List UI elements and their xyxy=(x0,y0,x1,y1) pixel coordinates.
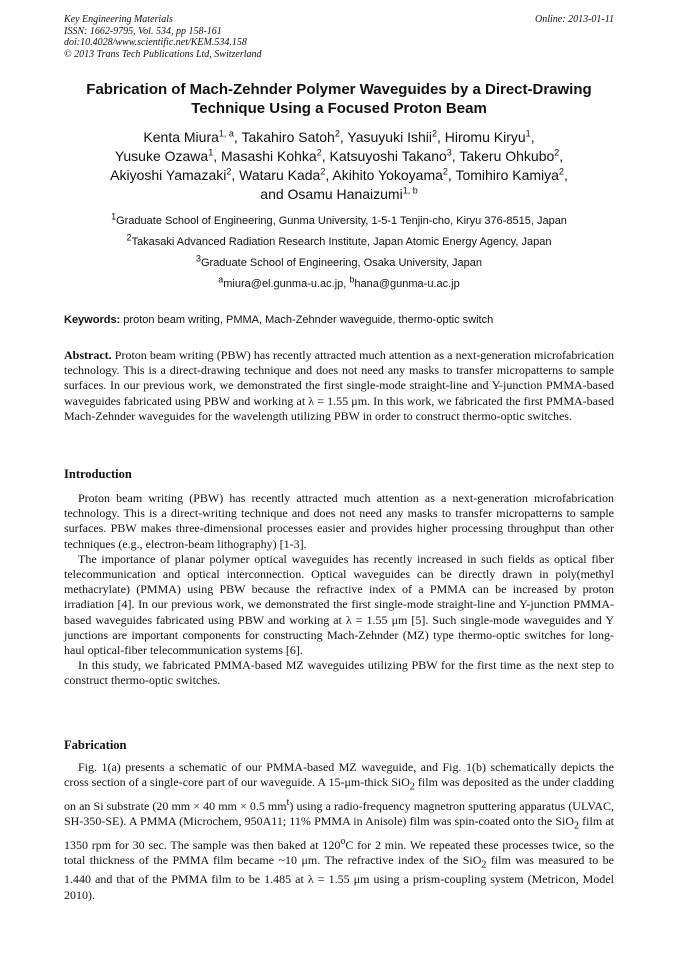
keywords-label: Keywords: xyxy=(64,314,121,326)
author-name: Akiyoshi Yamazaki xyxy=(110,167,227,183)
author-name: Hiromu Kiryu xyxy=(444,129,526,145)
author-list xyxy=(50,128,628,204)
keywords-text: proton beam writing, PMMA, Mach-Zehnder waveguide, thermo-optic switch xyxy=(120,314,494,326)
author-line: Yusuke Ozawa$^1$, Masashi Kohka$^2$, Katsuyoshi Takano$^3$, Takeru Ohkubo$^2$, xyxy=(114,147,564,164)
email-b: hana@gunma-u.ac.jp xyxy=(354,278,460,290)
fabrication-heading: Fabrication xyxy=(64,738,127,752)
fabrication-body xyxy=(64,760,614,903)
author-name: Takahiro Satoh xyxy=(241,129,335,145)
author-name: Wataru Kada xyxy=(239,167,321,183)
email-a: miura@el.gunma-u.ac.jp, xyxy=(223,278,350,290)
journal-header xyxy=(64,14,262,60)
introduction-heading: Introduction xyxy=(64,467,132,481)
author-line: Akiyoshi Yamazaki$^2$, Wataru Kada$^2$, Akihito Yokoyama$^2$, Tomihiro Kamiya$^2$, xyxy=(110,166,568,183)
online-date: Online: 2013-01-11 xyxy=(535,14,614,25)
author-name: Akihito Yokoyama xyxy=(332,167,443,183)
introduction-body xyxy=(64,491,614,689)
paragraph: Fig. 1(a) presents a schematic of our PMMA-based MZ waveguide, and Fig. 1(b) schematically depicts the cross section of a single-core part of our waveguide. A 15-μm-thick SiO$_2$ film was deposited as the under cladding on an Si substrate (20 mm × 40 mm × 0.5 $mm^t$) using a radio-frequency magnetron sputtering apparatus (ULVAC, SH-350-SE). A PMMA (Microchem, 950A11; 11% PMMA in Anisole) film was spin-coated onto the SiO$_2$ film at 1350 rpm for 30 sec. The sample was then baked at 120$^o$C for 2 min. We repeated these processes twice, so the total thickness of the PMMA film became ~10 μm. The refractive index of the SiO$_2$ film was measured to be 1.440 and that of the PMMA film to be 1.485 at λ = 1.55 μm using a prism-coupling system (Metricon, Model 2010). xyxy=(64,760,615,902)
journal-name: Key Engineering Materials xyxy=(64,14,173,25)
author-line: and Osamu Hanaizumi$^{1, b}$ xyxy=(260,185,418,202)
keywords xyxy=(64,313,614,327)
author-line: Kenta Miura$^{1, a}$, Takahiro Satoh$^2$, Yasuyuki Ishii$^2$, Hiromu Kiryu$^1$, xyxy=(143,128,535,145)
author-name: Yusuke Ozawa xyxy=(114,148,209,164)
author-name: Tomihiro Kamiya xyxy=(455,167,559,183)
paragraph: Proton beam writing (PBW) has recently attracted much attention as a next-generation microfabrication technology. This is a direct-writing technique and does not need any masks to transfer micropatterns to sample surfaces. PBW makes three-dimensional processes easier and provides higher processing throughput than other techniques (e.g., electron-beam lithography) [1-3]. xyxy=(64,491,614,551)
author-name: Takeru Ohkubo xyxy=(459,148,555,164)
email-line: $^a$miura@el.gunma-u.ac.jp, $^b$hana@gunma-u.ac.jp xyxy=(218,274,460,290)
affiliation: $^3$Graduate School of Engineering, Osaka University, Japan xyxy=(195,253,483,269)
journal-issn: ISSN: 1662-9795, Vol. 534, pp 158-161 xyxy=(64,25,222,37)
affiliation: $^2$Takasaki Advanced Radiation Research Institute, Japan Atomic Energy Agency, Japan xyxy=(126,232,552,248)
abstract-label: Abstract. xyxy=(64,348,112,362)
author-name: Kenta Miura xyxy=(143,129,219,145)
journal-copyright: © 2013 Trans Tech Publications Ltd, Switzerland xyxy=(64,48,262,60)
journal-doi: doi:10.4028/www.scientific.net/KEM.534.158 xyxy=(64,37,247,48)
paper-title: Fabrication of Mach-Zehnder Polymer Waveguides by a Direct-Drawing Technique Using a Focused Proton Beam xyxy=(86,81,592,117)
affiliation: $^1$Graduate School of Engineering, Gunma University, 1-5-1 Tenjin-cho, Kiryu 376-8515, Japan xyxy=(111,211,567,227)
abstract xyxy=(64,348,614,424)
author-name: and Osamu Hanaizumi xyxy=(260,186,403,202)
abstract-text: Proton beam writing (PBW) has recently attracted much attention as a next-generation microfabrication technology. This is a direct-drawing technique and does not need any masks to transfer micropatterns to sample surfaces. In our previous work, we demonstrated the first single-mode straight-line and Y-junction PMMA-based waveguides fabricated using PBW and working at λ = 1.55 μm. In this work, we fabricated the first PMMA-based Mach-Zehnder waveguides for the wavelength utilizing PBW in order to construct thermo-optic switches. xyxy=(64,348,614,423)
affiliation-list xyxy=(50,211,628,295)
paragraph: In this study, we fabricated PMMA-based MZ waveguides utilizing PBW for the first time as the next step to construct thermo-optic switches. xyxy=(64,658,614,688)
author-name: Katsuyoshi Takano xyxy=(329,148,447,164)
author-name: Yasuyuki Ishii xyxy=(347,129,432,145)
paragraph: The importance of planar polymer optical waveguides has recently increased in such fields as optical fiber telecommunication and optical interconnection. Optical waveguides can be directly drawn in poly(methyl methacrylate) (PMMA) using PBW because the refractive index of a PMMA can be increased by proton irradiation [4]. In our previous work, we demonstrated the first single-mode straight-line and Y-junction PMMA-based waveguides fabricated using PBW and working at λ = 1.55 μm [5]. Such single-mode waveguides and Y junctions are important components for constructing Mach-Zehnder (MZ) type thermo-optic switches for long-haul optical-fiber telecommunication systems [6]. xyxy=(64,551,614,658)
author-name: Masashi Kohka xyxy=(221,148,317,164)
